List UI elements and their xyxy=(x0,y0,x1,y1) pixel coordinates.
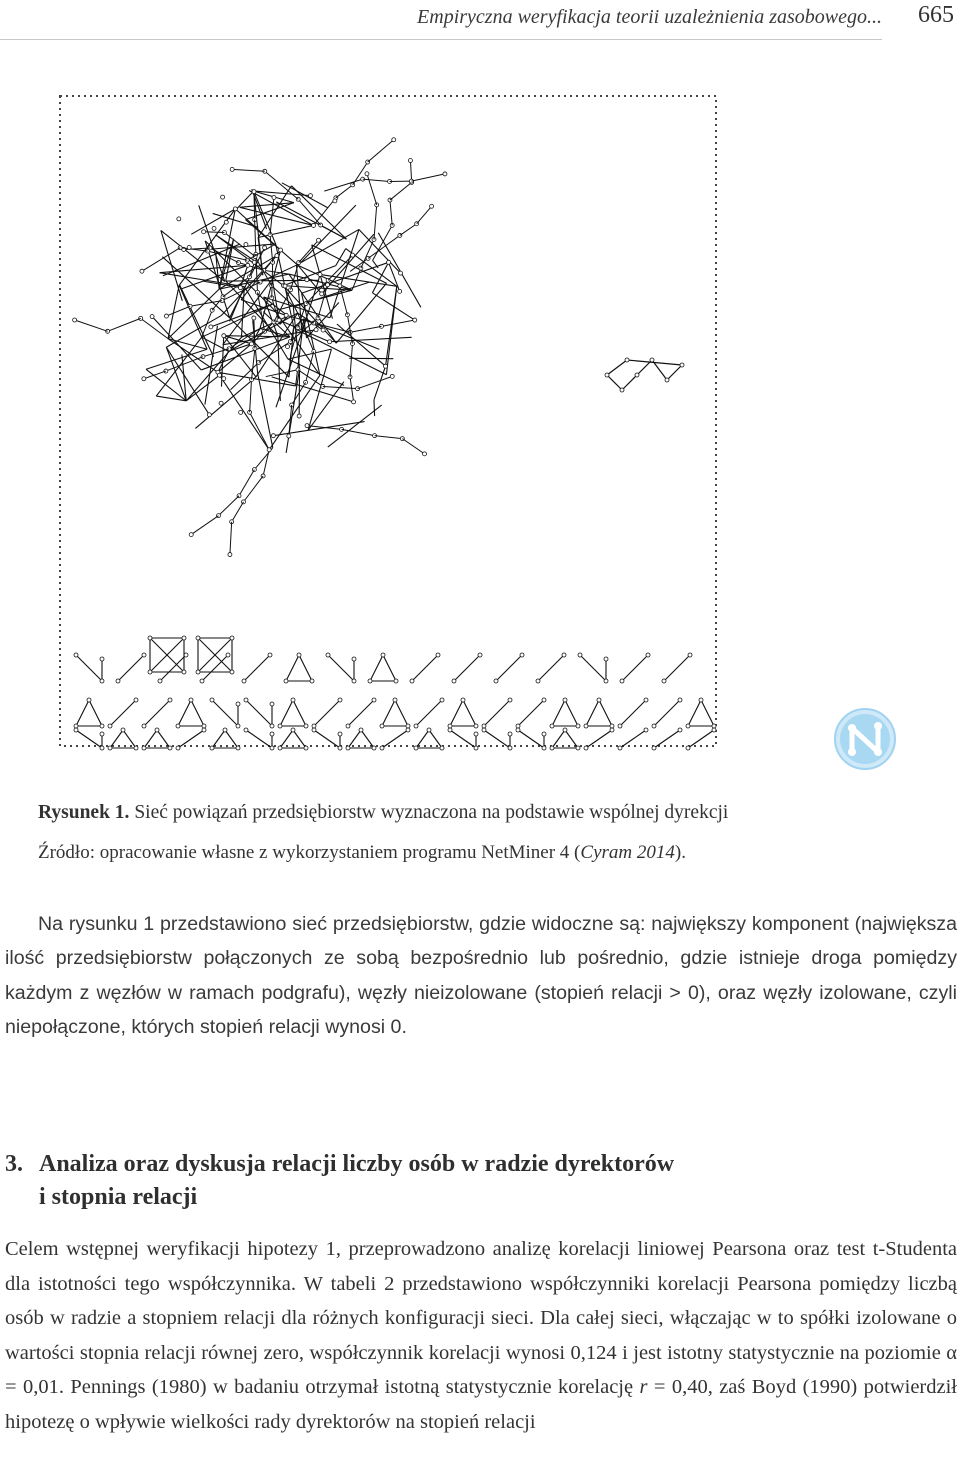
paragraph-2-part-2: = 0,40, zaś Boyd (1990) potwierdził hipotezę o wpływie wielkości rady dyrektorów na stopień relacji xyxy=(5,1376,957,1433)
section-number: 3. xyxy=(5,1151,23,1177)
paragraph-2-part-1: Celem wstępnej weryfikacji hipotezy 1, przeprowadzono analizę korelacji liniowej Pearsona oraz test t-Studenta dla istotności tego współczynnika. W tabeli 2 przedstawiono współczynniki korelacji Pearsona pomiędzy liczbą osób w radzie a stopniem relacji dla różnych konfiguracji sieci. Dla całej sieci, włączając w to spółki izolowane o wartości stopnia relacji równej zero, współczynnik korelacji wynosi 0,124 i jest istotny statystycznie na poziomie α = 0,01. Pennings (1980) w badaniu otrzymał istotną statystycznie korelację xyxy=(5,1238,957,1399)
page-number: 665 xyxy=(918,2,954,28)
section-title-line-1: Analiza oraz dyskusja relacji liczby osób w radzie dyrektorów xyxy=(39,1151,675,1177)
source-citation: Cyram 2014 xyxy=(580,842,675,863)
netminer-logo-icon xyxy=(832,706,898,772)
network-graph xyxy=(52,90,724,755)
paragraph-1-text: Na rysunku 1 przedstawiono sieć przedsiębiorstw, gdzie widoczne są: największy komponent (największa ilość przedsiębiorstw połączonych ze sobą bezpośrednio lub pośrednio, gdzie istnieje droga pomiędzy każdym z węzłów w ramach podgrafu), węzły nieizolowane (stopień relacji > 0), oraz węzły izolowane, czyli niepołączone, których stopień relacji wynosi 0. xyxy=(5,913,957,1039)
source-prefix: Źródło: opracowanie własne z wykorzystaniem programu NetMiner 4 ( xyxy=(38,842,581,863)
figure-source xyxy=(38,842,686,864)
body-paragraph-1 xyxy=(5,907,957,1045)
running-header xyxy=(0,0,960,42)
figure-caption xyxy=(38,802,728,824)
header-rule xyxy=(0,39,882,40)
running-title: Empiryczna weryfikacja teorii uzależnienia zasobowego... xyxy=(417,6,882,28)
section-title-line-2: i stopnia relacji xyxy=(39,1184,198,1210)
source-suffix: ). xyxy=(674,842,686,863)
caption-label: Rysunek 1. xyxy=(38,802,130,823)
caption-text: Sieć powiązań przedsiębiorstw wyznaczona na podstawie wspólnej dyrekcji xyxy=(134,802,729,823)
body-paragraph-2 xyxy=(5,1232,957,1440)
network-figure xyxy=(52,90,724,755)
paragraph-2-variable: r xyxy=(639,1376,648,1399)
section-heading xyxy=(5,1148,957,1214)
network-edges xyxy=(73,138,716,750)
